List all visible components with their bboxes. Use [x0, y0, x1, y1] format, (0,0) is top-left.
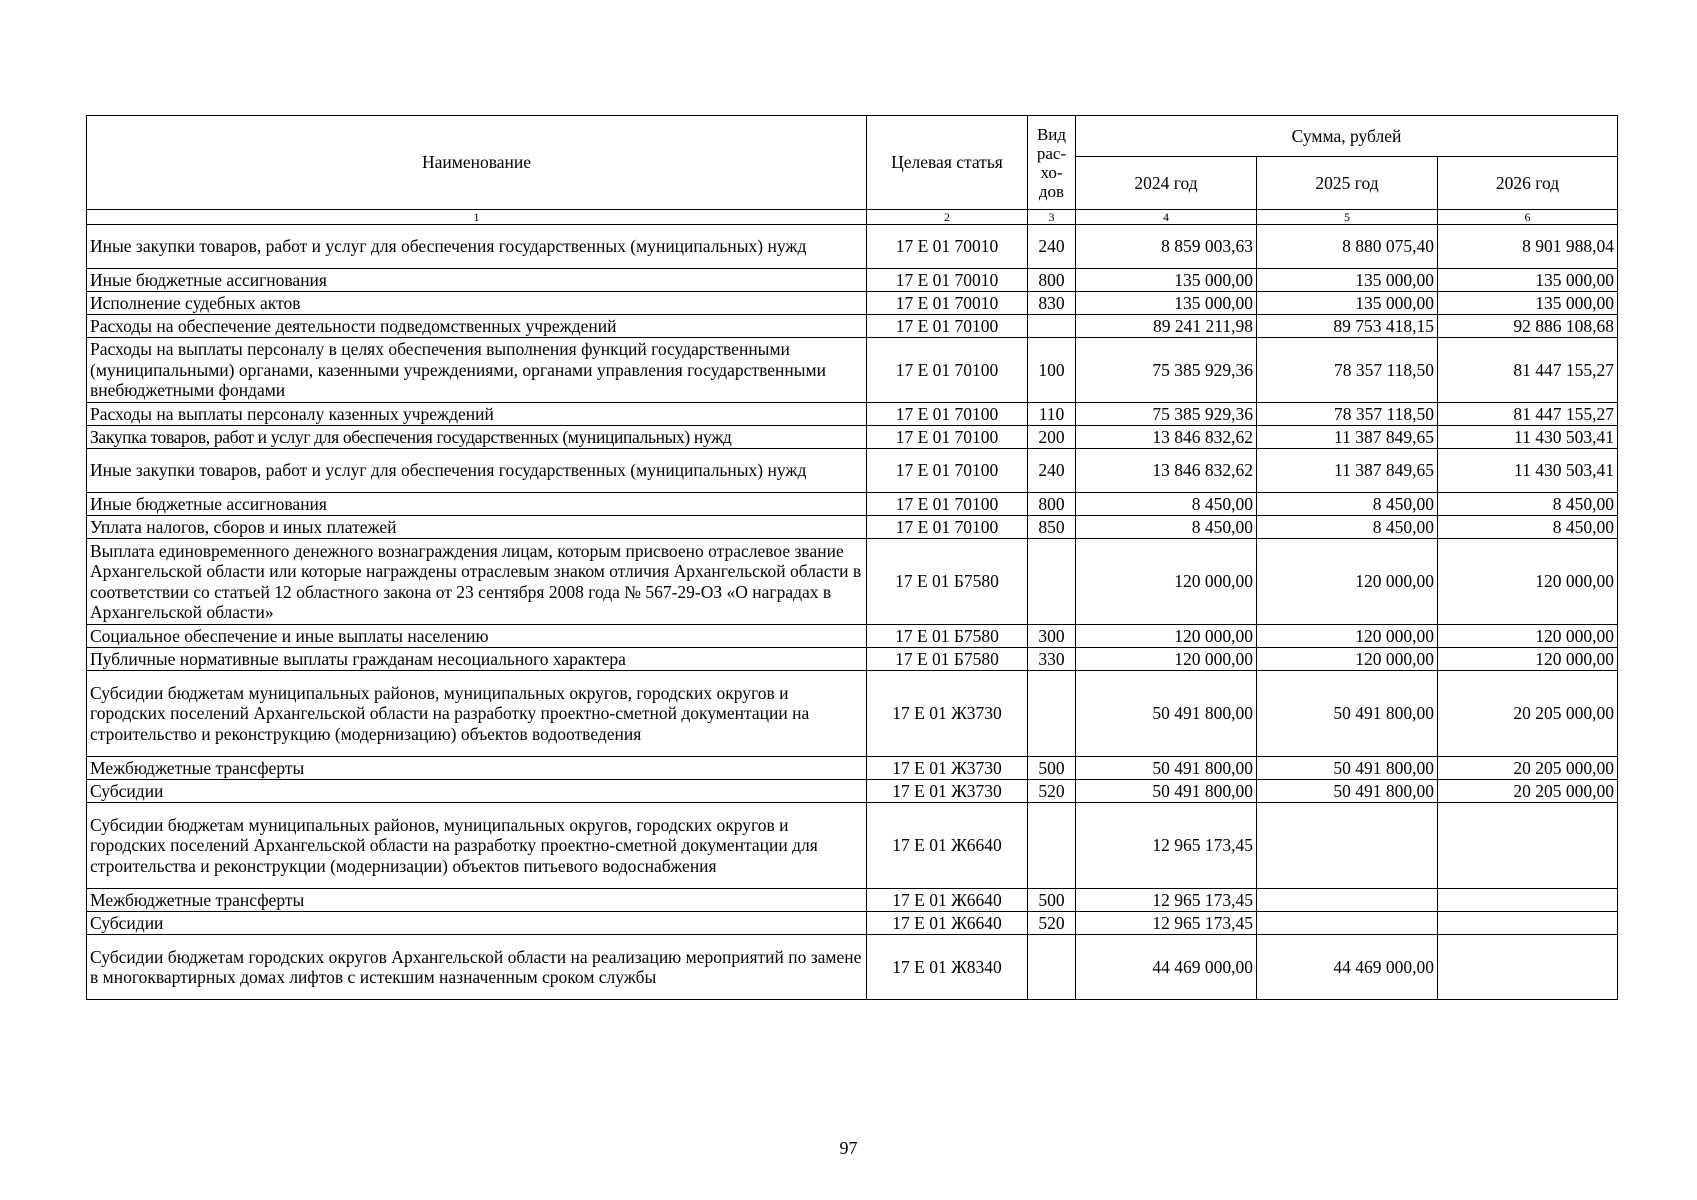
- row-sum-2026: 120 000,00: [1438, 625, 1618, 648]
- table-row: [87, 315, 1618, 338]
- row-name: Расходы на выплаты персоналу в целях обеспечения выполнения функций государственными (муниципальными) органами, казенными учреждениями, органами управления государственными внебюджетными фондами: [87, 338, 867, 403]
- row-name: Субсидии бюджетам муниципальных районов, муниципальных округов, городских округов и городских поселений Архангельской области на разработку проектно-сметной документации для строительства и реконструкции (модернизации) объектов питьевого водоснабжения: [87, 803, 867, 889]
- row-expense-type: 200: [1028, 426, 1076, 449]
- row-name: Выплата единовременного денежного вознаграждения лицам, которым присвоено отраслевое звание Архангельской области или которые награждены отраслевым знаком отличия Архангельской области в соответствии со статьей 12 областного закона от 23 сентября 2008 года № 567-29-ОЗ «О наградах в Архангельской области»: [87, 539, 867, 625]
- row-sum-2024: 13 846 832,62: [1076, 426, 1257, 449]
- row-sum-2026: 120 000,00: [1438, 539, 1618, 625]
- row-sum-2025: 120 000,00: [1257, 539, 1438, 625]
- table-row: [87, 625, 1618, 648]
- row-expense-type: [1028, 315, 1076, 338]
- row-sum-2026: 20 205 000,00: [1438, 671, 1618, 757]
- row-sum-2025: [1257, 889, 1438, 912]
- row-sum-2025: 135 000,00: [1257, 269, 1438, 292]
- row-sum-2024: 89 241 211,98: [1076, 315, 1257, 338]
- row-target-article: 17 Е 01 Б7580: [867, 625, 1028, 648]
- table-row: [87, 269, 1618, 292]
- row-sum-2024: 12 965 173,45: [1076, 912, 1257, 935]
- row-sum-2024: 50 491 800,00: [1076, 757, 1257, 780]
- header-year-2026: 2026 год: [1438, 157, 1618, 210]
- row-expense-type: [1028, 671, 1076, 757]
- row-target-article: 17 Е 01 Б7580: [867, 539, 1028, 625]
- row-sum-2024: 120 000,00: [1076, 625, 1257, 648]
- row-sum-2026: 135 000,00: [1438, 269, 1618, 292]
- row-name: Исполнение судебных актов: [87, 292, 867, 315]
- row-expense-type: 520: [1028, 780, 1076, 803]
- table-row: [87, 493, 1618, 516]
- row-target-article: 17 Е 01 70100: [867, 403, 1028, 426]
- row-name: Уплата налогов, сборов и иных платежей: [87, 516, 867, 539]
- row-target-article: 17 Е 01 70100: [867, 315, 1028, 338]
- table-row: [87, 516, 1618, 539]
- row-expense-type: 240: [1028, 449, 1076, 493]
- table-row: [87, 648, 1618, 671]
- header-name: Наименование: [87, 116, 867, 210]
- row-expense-type: 240: [1028, 225, 1076, 269]
- row-target-article: 17 Е 01 Ж3730: [867, 780, 1028, 803]
- row-sum-2025: 11 387 849,65: [1257, 449, 1438, 493]
- row-sum-2024: 50 491 800,00: [1076, 780, 1257, 803]
- table-row: [87, 889, 1618, 912]
- row-sum-2025: [1257, 803, 1438, 889]
- row-target-article: 17 Е 01 Ж6640: [867, 803, 1028, 889]
- row-name: Публичные нормативные выплаты гражданам несоциального характера: [87, 648, 867, 671]
- row-target-article: 17 Е 01 70010: [867, 225, 1028, 269]
- row-target-article: 17 Е 01 Ж6640: [867, 889, 1028, 912]
- row-sum-2026: 8 450,00: [1438, 516, 1618, 539]
- column-number: 3: [1028, 210, 1076, 225]
- row-sum-2024: 135 000,00: [1076, 269, 1257, 292]
- row-expense-type: 800: [1028, 493, 1076, 516]
- page-number: 97: [839, 1138, 858, 1158]
- row-sum-2026: [1438, 935, 1618, 1000]
- row-sum-2025: 89 753 418,15: [1257, 315, 1438, 338]
- row-name: Расходы на обеспечение деятельности подведомственных учреждений: [87, 315, 867, 338]
- row-name: Субсидии: [87, 780, 867, 803]
- row-sum-2024: 12 965 173,45: [1076, 803, 1257, 889]
- row-expense-type: [1028, 539, 1076, 625]
- column-number: 4: [1076, 210, 1257, 225]
- row-expense-type: 800: [1028, 269, 1076, 292]
- row-sum-2025: 78 357 118,50: [1257, 338, 1438, 403]
- row-target-article: 17 Е 01 70100: [867, 449, 1028, 493]
- row-expense-type: 520: [1028, 912, 1076, 935]
- row-sum-2024: 75 385 929,36: [1076, 338, 1257, 403]
- row-sum-2026: 135 000,00: [1438, 292, 1618, 315]
- table-row: [87, 780, 1618, 803]
- row-sum-2026: 8 901 988,04: [1438, 225, 1618, 269]
- row-sum-2026: 20 205 000,00: [1438, 780, 1618, 803]
- row-expense-type: 300: [1028, 625, 1076, 648]
- table-row: [87, 449, 1618, 493]
- row-expense-type: 850: [1028, 516, 1076, 539]
- table-row: [87, 403, 1618, 426]
- table-row: [87, 539, 1618, 625]
- row-expense-type: 500: [1028, 757, 1076, 780]
- header-target-article: Целевая статья: [867, 116, 1028, 210]
- row-name: Субсидии бюджетам городских округов Архангельской области на реализацию мероприятий по замене в многоквартирных домах лифтов с истекшим назначенным сроком службы: [87, 935, 867, 1000]
- row-name: Закупка товаров, работ и услуг для обеспечения государственных (муниципальных) нужд: [87, 426, 867, 449]
- row-sum-2025: 8 450,00: [1257, 516, 1438, 539]
- row-sum-2026: 120 000,00: [1438, 648, 1618, 671]
- row-expense-type: 830: [1028, 292, 1076, 315]
- row-sum-2026: 8 450,00: [1438, 493, 1618, 516]
- table-row: [87, 912, 1618, 935]
- row-sum-2026: [1438, 889, 1618, 912]
- row-target-article: 17 Е 01 Ж6640: [867, 912, 1028, 935]
- table-row: [87, 935, 1618, 1000]
- column-number: 1: [87, 210, 867, 225]
- row-sum-2025: 78 357 118,50: [1257, 403, 1438, 426]
- table-row: [87, 225, 1618, 269]
- row-target-article: 17 Е 01 Ж3730: [867, 671, 1028, 757]
- row-target-article: 17 Е 01 70100: [867, 338, 1028, 403]
- row-name: Расходы на выплаты персоналу казенных учреждений: [87, 403, 867, 426]
- row-name: Иные бюджетные ассигнования: [87, 493, 867, 516]
- row-target-article: 17 Е 01 Ж3730: [867, 757, 1028, 780]
- row-target-article: 17 Е 01 70100: [867, 516, 1028, 539]
- row-name: Субсидии: [87, 912, 867, 935]
- header-year-2025: 2025 год: [1257, 157, 1438, 210]
- row-name: Иные закупки товаров, работ и услуг для обеспечения государственных (муниципальных) нужд: [87, 449, 867, 493]
- row-target-article: 17 Е 01 70010: [867, 269, 1028, 292]
- table-row: [87, 803, 1618, 889]
- row-sum-2026: 11 430 503,41: [1438, 426, 1618, 449]
- row-sum-2026: 81 447 155,27: [1438, 338, 1618, 403]
- row-sum-2025: 50 491 800,00: [1257, 780, 1438, 803]
- row-expense-type: 100: [1028, 338, 1076, 403]
- header-expense-type: Вид рас-хо-дов: [1028, 116, 1076, 210]
- column-number: 5: [1257, 210, 1438, 225]
- row-name: Межбюджетные трансферты: [87, 889, 867, 912]
- row-name: Социальное обеспечение и иные выплаты населению: [87, 625, 867, 648]
- row-sum-2025: 50 491 800,00: [1257, 757, 1438, 780]
- row-sum-2025: 135 000,00: [1257, 292, 1438, 315]
- row-sum-2026: [1438, 912, 1618, 935]
- row-expense-type: 330: [1028, 648, 1076, 671]
- row-name: Иные закупки товаров, работ и услуг для обеспечения государственных (муниципальных) нужд: [87, 225, 867, 269]
- row-sum-2024: 44 469 000,00: [1076, 935, 1257, 1000]
- row-sum-2025: 120 000,00: [1257, 648, 1438, 671]
- column-numbers-row: [87, 210, 1618, 225]
- row-sum-2024: 8 450,00: [1076, 516, 1257, 539]
- row-sum-2024: 13 846 832,62: [1076, 449, 1257, 493]
- budget-table: [86, 115, 1618, 1000]
- row-target-article: 17 Е 01 70100: [867, 493, 1028, 516]
- row-sum-2024: 8 859 003,63: [1076, 225, 1257, 269]
- row-sum-2024: 12 965 173,45: [1076, 889, 1257, 912]
- row-sum-2026: [1438, 803, 1618, 889]
- row-sum-2025: 120 000,00: [1257, 625, 1438, 648]
- row-sum-2025: 11 387 849,65: [1257, 426, 1438, 449]
- row-sum-2024: 120 000,00: [1076, 539, 1257, 625]
- row-sum-2025: [1257, 912, 1438, 935]
- header-year-2024: 2024 год: [1076, 157, 1257, 210]
- row-target-article: 17 Е 01 Ж8340: [867, 935, 1028, 1000]
- row-expense-type: [1028, 803, 1076, 889]
- table-row: [87, 757, 1618, 780]
- column-number: 6: [1438, 210, 1618, 225]
- row-sum-2024: 120 000,00: [1076, 648, 1257, 671]
- row-sum-2026: 92 886 108,68: [1438, 315, 1618, 338]
- row-expense-type: 500: [1028, 889, 1076, 912]
- table-row: [87, 292, 1618, 315]
- row-sum-2026: 11 430 503,41: [1438, 449, 1618, 493]
- row-target-article: 17 Е 01 Б7580: [867, 648, 1028, 671]
- row-target-article: 17 Е 01 70010: [867, 292, 1028, 315]
- row-name: Межбюджетные трансферты: [87, 757, 867, 780]
- table-row: [87, 426, 1618, 449]
- table-row: [87, 671, 1618, 757]
- row-sum-2026: 81 447 155,27: [1438, 403, 1618, 426]
- table-row: [87, 338, 1618, 403]
- row-sum-2025: 8 450,00: [1257, 493, 1438, 516]
- row-sum-2025: 44 469 000,00: [1257, 935, 1438, 1000]
- row-sum-2025: 50 491 800,00: [1257, 671, 1438, 757]
- row-sum-2025: 8 880 075,40: [1257, 225, 1438, 269]
- row-sum-2024: 75 385 929,36: [1076, 403, 1257, 426]
- row-name: Иные бюджетные ассигнования: [87, 269, 867, 292]
- header-sum-group: Сумма, рублей: [1076, 116, 1618, 157]
- row-name: Субсидии бюджетам муниципальных районов, муниципальных округов, городских округов и городских поселений Архангельской области на разработку проектно-сметной документации на строительство и реконструкцию (модернизацию) объектов водоотведения: [87, 671, 867, 757]
- row-sum-2024: 50 491 800,00: [1076, 671, 1257, 757]
- row-sum-2024: 135 000,00: [1076, 292, 1257, 315]
- column-number: 2: [867, 210, 1028, 225]
- row-expense-type: 110: [1028, 403, 1076, 426]
- row-target-article: 17 Е 01 70100: [867, 426, 1028, 449]
- row-sum-2024: 8 450,00: [1076, 493, 1257, 516]
- row-sum-2026: 20 205 000,00: [1438, 757, 1618, 780]
- row-expense-type: [1028, 935, 1076, 1000]
